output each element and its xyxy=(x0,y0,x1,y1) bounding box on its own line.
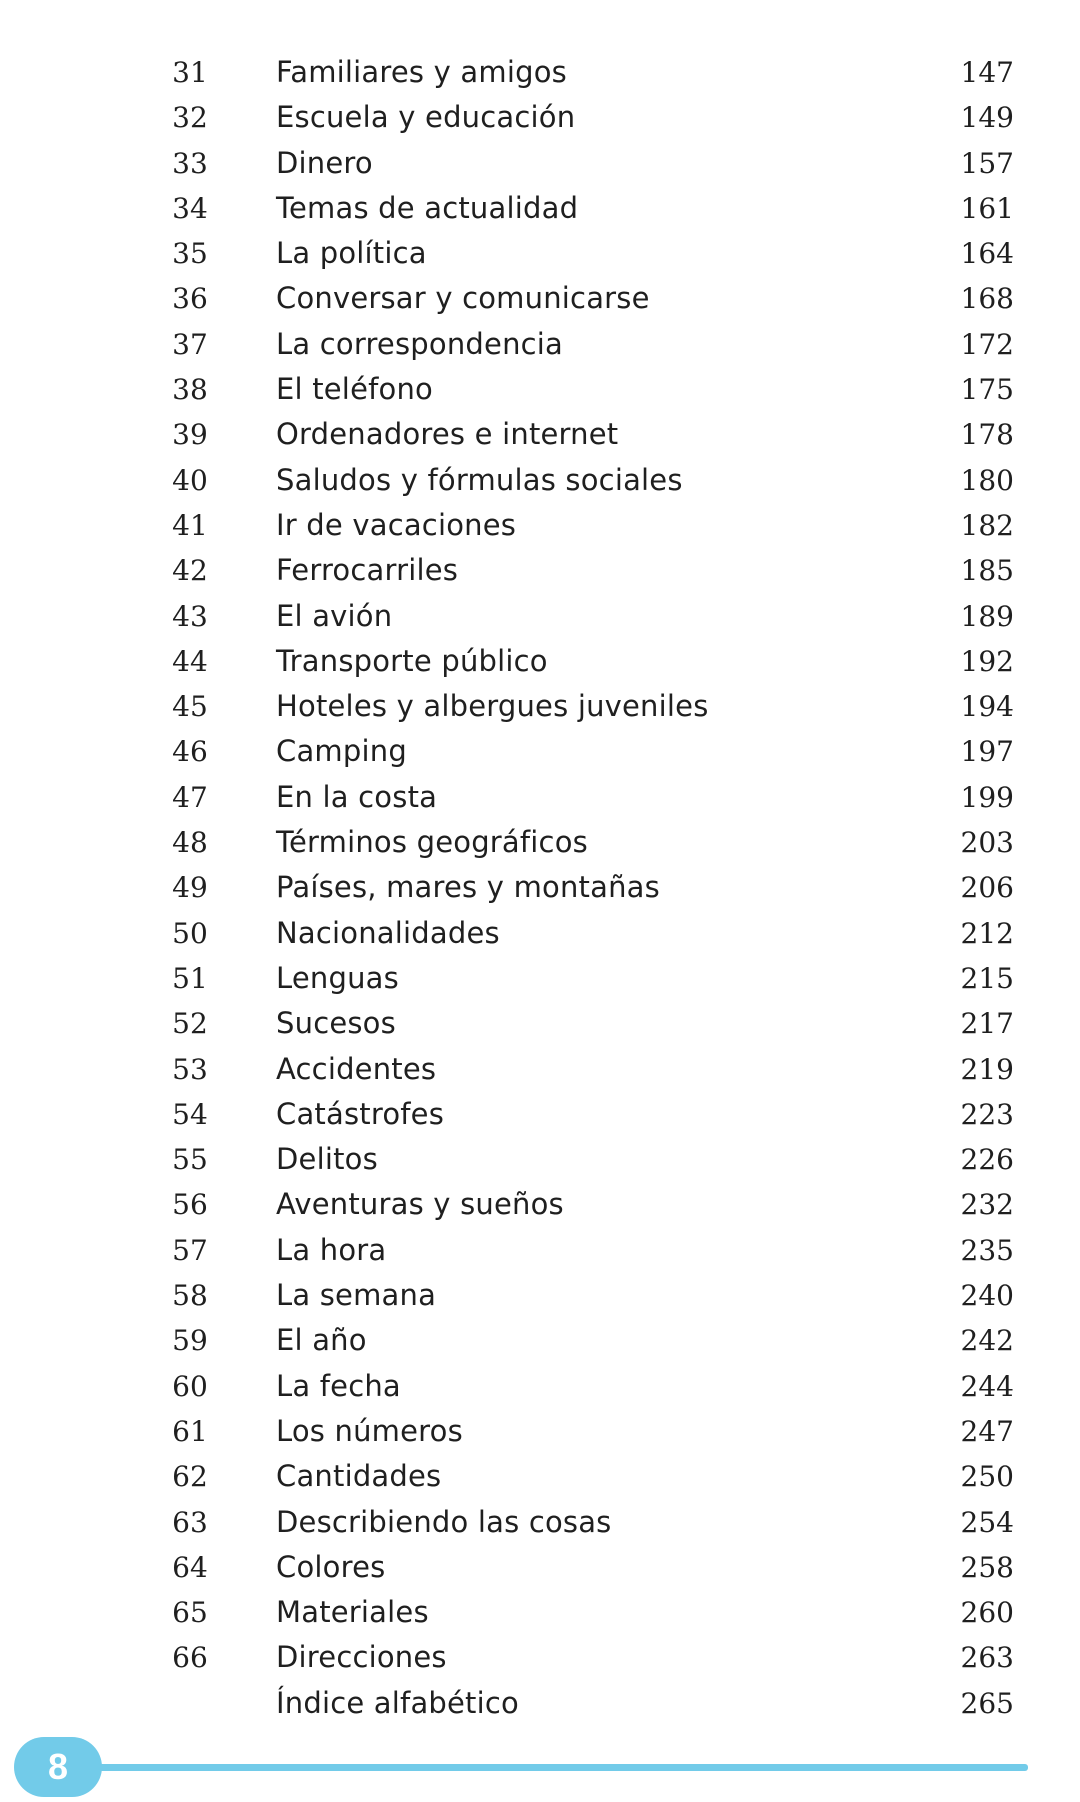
chapter-title: Lenguas xyxy=(276,960,399,995)
page-reference: 212 xyxy=(960,916,1014,950)
chapter-number: 53 xyxy=(172,1052,208,1086)
chapter-title: Delitos xyxy=(276,1142,378,1177)
chapter-number: 41 xyxy=(172,508,208,542)
chapter-number: 40 xyxy=(172,463,208,497)
page-reference: 172 xyxy=(960,327,1014,361)
index-title: Índice alfabético xyxy=(276,1685,519,1720)
page-reference: 263 xyxy=(960,1641,1014,1675)
chapter-number: 43 xyxy=(172,599,208,633)
chapter-number: 42 xyxy=(172,554,208,588)
chapter-title: Ir de vacaciones xyxy=(276,507,517,542)
page-reference: 203 xyxy=(960,826,1014,860)
chapter-title: La semana xyxy=(276,1278,437,1313)
toc-row[interactable] xyxy=(0,820,1080,865)
chapter-title: En la costa xyxy=(276,779,438,814)
page-number-badge: 8 xyxy=(14,1737,102,1797)
chapter-number: 52 xyxy=(172,1007,208,1041)
chapter-number: 66 xyxy=(172,1641,208,1675)
chapter-number: 46 xyxy=(172,735,208,769)
chapter-title: Los números xyxy=(276,1413,463,1448)
page-reference: 192 xyxy=(960,644,1014,678)
toc-row[interactable] xyxy=(0,231,1080,276)
toc-row[interactable] xyxy=(0,458,1080,503)
page-reference: 175 xyxy=(960,373,1014,407)
page-reference: 226 xyxy=(960,1143,1014,1177)
page-reference: 164 xyxy=(960,237,1014,271)
chapter-title: Catástrofes xyxy=(276,1096,445,1131)
chapter-number: 49 xyxy=(172,871,208,905)
page-reference: 235 xyxy=(960,1233,1014,1267)
toc-row[interactable] xyxy=(0,865,1080,910)
toc-row[interactable] xyxy=(0,1092,1080,1137)
page-reference: 254 xyxy=(960,1505,1014,1539)
page-reference: 161 xyxy=(960,191,1014,225)
toc-row[interactable] xyxy=(0,1001,1080,1046)
toc-row[interactable] xyxy=(0,1318,1080,1363)
chapter-title: Cantidades xyxy=(276,1459,442,1494)
chapter-number: 56 xyxy=(172,1188,208,1222)
chapter-number: 58 xyxy=(172,1279,208,1313)
toc-row[interactable] xyxy=(0,1137,1080,1182)
page-reference: 244 xyxy=(960,1369,1014,1403)
chapter-number: 36 xyxy=(172,282,208,316)
chapter-title: Saludos y fórmulas sociales xyxy=(276,462,683,497)
toc-row[interactable] xyxy=(0,684,1080,729)
toc-row[interactable] xyxy=(0,503,1080,548)
page-reference: 189 xyxy=(960,599,1014,633)
chapter-number: 39 xyxy=(172,418,208,452)
chapter-number: 54 xyxy=(172,1097,208,1131)
chapter-title: Ferrocarriles xyxy=(276,553,459,588)
toc-row-index[interactable] xyxy=(0,1681,1080,1726)
chapter-title: Escuela y educación xyxy=(276,100,576,135)
chapter-title: Dinero xyxy=(276,145,373,180)
page-reference: 199 xyxy=(960,780,1014,814)
page-reference: 157 xyxy=(960,146,1014,180)
chapter-number: 65 xyxy=(172,1596,208,1630)
chapter-number: 60 xyxy=(172,1369,208,1403)
chapter-number: 31 xyxy=(172,56,208,89)
chapter-number: 59 xyxy=(172,1324,208,1358)
chapter-title: El avión xyxy=(276,598,393,633)
chapter-title: Ordenadores e internet xyxy=(276,417,619,452)
chapter-title: Hoteles y albergues juveniles xyxy=(276,689,709,724)
chapter-number: 62 xyxy=(172,1460,208,1494)
toc-row[interactable] xyxy=(0,911,1080,956)
chapter-number: 63 xyxy=(172,1505,208,1539)
page-reference: 168 xyxy=(960,282,1014,316)
page-reference: 197 xyxy=(960,735,1014,769)
chapter-title: El teléfono xyxy=(276,372,433,407)
page-reference: 194 xyxy=(960,690,1014,724)
page-reference: 258 xyxy=(960,1550,1014,1584)
toc-row[interactable] xyxy=(0,1364,1080,1409)
page-reference: 247 xyxy=(960,1414,1014,1448)
page-reference: 232 xyxy=(960,1188,1014,1222)
page-reference: 265 xyxy=(960,1686,1014,1720)
toc-row[interactable] xyxy=(0,95,1080,140)
page-reference: 217 xyxy=(960,1007,1014,1041)
chapter-title: Direcciones xyxy=(276,1640,447,1675)
chapter-title: Materiales xyxy=(276,1595,429,1630)
chapter-number: 33 xyxy=(172,146,208,180)
chapter-number: 57 xyxy=(172,1233,208,1267)
toc-row[interactable] xyxy=(0,1635,1080,1680)
page-reference: 206 xyxy=(960,871,1014,905)
chapter-title: La fecha xyxy=(276,1368,401,1403)
toc-row[interactable] xyxy=(0,1273,1080,1318)
toc-row[interactable] xyxy=(0,775,1080,820)
page-reference: 180 xyxy=(960,463,1014,497)
page-reference: 185 xyxy=(960,554,1014,588)
chapter-number: 51 xyxy=(172,961,208,995)
toc-row[interactable] xyxy=(0,1500,1080,1545)
chapter-title: Temas de actualidad xyxy=(276,190,579,225)
toc-row[interactable] xyxy=(0,594,1080,639)
chapter-title: Aventuras y sueños xyxy=(276,1187,564,1222)
table-of-contents xyxy=(0,50,1080,1726)
chapter-title: Términos geográficos xyxy=(276,825,588,860)
toc-row[interactable] xyxy=(0,322,1080,367)
chapter-title: Accidentes xyxy=(276,1051,437,1086)
toc-row[interactable] xyxy=(0,186,1080,231)
chapter-number: 50 xyxy=(172,916,208,950)
chapter-title: Países, mares y montañas xyxy=(276,870,660,905)
toc-row[interactable] xyxy=(0,548,1080,593)
page-reference: 215 xyxy=(960,961,1014,995)
chapter-number: 37 xyxy=(172,327,208,361)
chapter-number: 34 xyxy=(172,191,208,225)
page-reference: 250 xyxy=(960,1460,1014,1494)
toc-row[interactable] xyxy=(0,1182,1080,1227)
chapter-number: 38 xyxy=(172,373,208,407)
chapter-number: 64 xyxy=(172,1550,208,1584)
chapter-title: Conversar y comunicarse xyxy=(276,281,650,316)
chapter-number: 61 xyxy=(172,1414,208,1448)
chapter-title: Sucesos xyxy=(276,1006,396,1041)
footer-rule xyxy=(80,1764,1028,1771)
page-reference: 260 xyxy=(960,1596,1014,1630)
chapter-number: 32 xyxy=(172,101,208,135)
chapter-title: Describiendo las cosas xyxy=(276,1504,612,1539)
toc-row[interactable] xyxy=(0,1409,1080,1454)
chapter-title: Transporte público xyxy=(276,643,548,678)
chapter-title: Familiares y amigos xyxy=(276,55,567,89)
page-reference: 178 xyxy=(960,418,1014,452)
toc-row[interactable] xyxy=(0,412,1080,457)
chapter-title: La hora xyxy=(276,1232,387,1267)
toc-row[interactable] xyxy=(0,1545,1080,1590)
chapter-title: La política xyxy=(276,236,427,271)
chapter-title: El año xyxy=(276,1323,367,1358)
toc-row[interactable] xyxy=(0,50,1080,95)
toc-row[interactable] xyxy=(0,1047,1080,1092)
page-reference: 147 xyxy=(960,56,1014,89)
page-reference: 149 xyxy=(960,101,1014,135)
toc-row[interactable] xyxy=(0,1590,1080,1635)
chapter-number: 55 xyxy=(172,1143,208,1177)
page-reference: 182 xyxy=(960,508,1014,542)
page-reference: 219 xyxy=(960,1052,1014,1086)
toc-row[interactable] xyxy=(0,956,1080,1001)
chapter-number: 48 xyxy=(172,826,208,860)
chapter-title: Nacionalidades xyxy=(276,915,500,950)
toc-row[interactable] xyxy=(0,367,1080,412)
toc-row[interactable] xyxy=(0,1454,1080,1499)
page-reference: 223 xyxy=(960,1097,1014,1131)
chapter-number: 35 xyxy=(172,237,208,271)
toc-row[interactable] xyxy=(0,141,1080,186)
chapter-number: 44 xyxy=(172,644,208,678)
page-reference: 240 xyxy=(960,1279,1014,1313)
toc-row[interactable] xyxy=(0,639,1080,684)
toc-row[interactable] xyxy=(0,1228,1080,1273)
chapter-number: 47 xyxy=(172,780,208,814)
toc-row[interactable] xyxy=(0,276,1080,321)
chapter-title: La correspondencia xyxy=(276,326,564,361)
chapter-number: 45 xyxy=(172,690,208,724)
chapter-title: Camping xyxy=(276,734,407,769)
page-reference: 242 xyxy=(960,1324,1014,1358)
chapter-title: Colores xyxy=(276,1549,386,1584)
toc-row[interactable] xyxy=(0,729,1080,774)
